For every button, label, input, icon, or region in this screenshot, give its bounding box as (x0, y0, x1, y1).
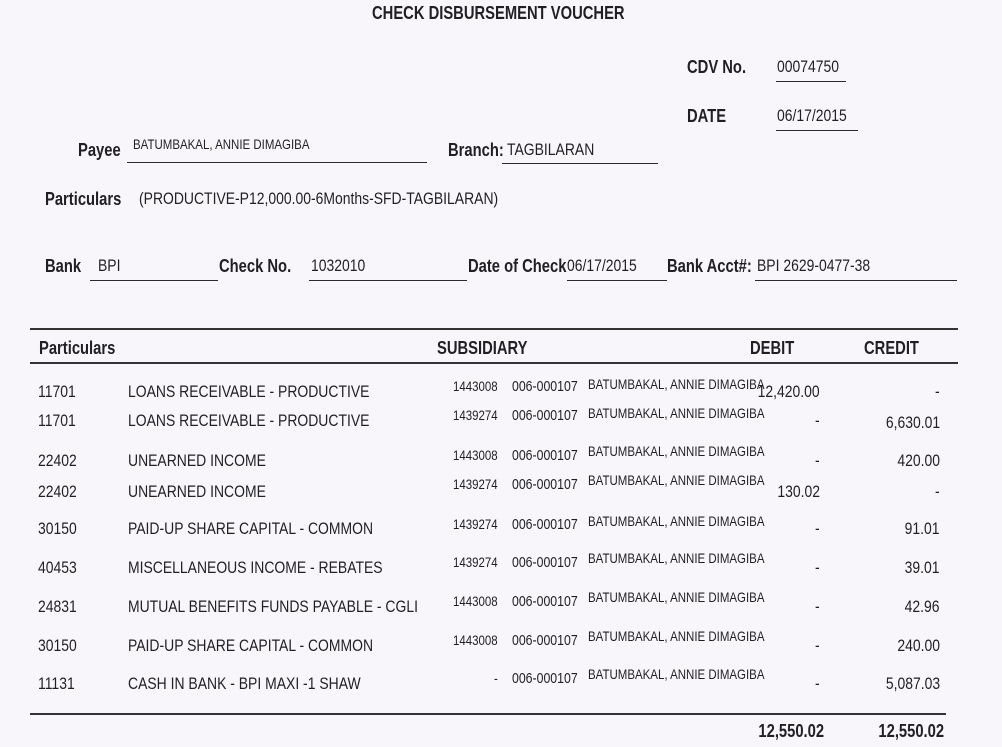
row-credit: 91.01 (905, 519, 940, 538)
row-subsidiary-name: BATUMBAKAL, ANNIE DIMAGIBA (588, 376, 765, 392)
check-no-label: Check No. (219, 256, 292, 276)
row-subsidiary-id: 1439274 (453, 516, 498, 532)
table-row (0, 666, 1002, 700)
table-row (0, 513, 1002, 545)
date-of-check-value: 06/17/2015 (567, 256, 637, 275)
date-label: DATE (687, 106, 727, 126)
row-account-code: 11131 (38, 674, 75, 693)
row-credit: - (935, 482, 940, 501)
check-no-underline (309, 280, 467, 281)
table-top-rule (30, 328, 958, 330)
row-account-title: LOANS RECEIVABLE - PRODUCTIVE (128, 411, 370, 430)
row-subsidiary-name: BATUMBAKAL, ANNIE DIMAGIBA (588, 589, 765, 605)
row-subsidiary-name: BATUMBAKAL, ANNIE DIMAGIBA (588, 666, 765, 682)
table-row (0, 376, 1002, 408)
row-subsidiary-name: BATUMBAKAL, ANNIE DIMAGIBA (588, 513, 765, 529)
row-debit: 12,420.00 (757, 382, 820, 401)
row-credit: 39.01 (905, 558, 940, 577)
row-subsidiary-code: 006-000107 (512, 407, 578, 424)
row-account-title: UNEARNED INCOME (128, 482, 266, 501)
row-account-title: UNEARNED INCOME (128, 451, 266, 470)
table-row (0, 589, 1002, 623)
row-subsidiary-name: BATUMBAKAL, ANNIE DIMAGIBA (588, 628, 765, 644)
table-row (0, 550, 1002, 584)
row-subsidiary-id: - (494, 670, 498, 686)
row-subsidiary-code: 006-000107 (512, 516, 578, 533)
row-debit: 130.02 (777, 482, 820, 501)
cdv-label: CDV No. (687, 57, 747, 77)
row-subsidiary-id: 1443008 (453, 593, 498, 609)
row-account-code: 24831 (38, 597, 77, 616)
date-of-check-underline (567, 280, 667, 281)
row-account-code: 11701 (38, 382, 76, 401)
branch-value: TAGBILARAN (507, 140, 595, 159)
row-debit: - (815, 411, 820, 430)
row-account-title: MISCELLANEOUS INCOME - REBATES (128, 558, 383, 577)
bank-acct-label: Bank Acct#: (667, 256, 752, 276)
bank-acct-value: BPI 2629-0477-38 (757, 256, 871, 275)
header-credit: CREDIT (864, 338, 919, 358)
cdv-number: 00074750 (777, 57, 840, 76)
row-account-code: 40453 (38, 558, 77, 577)
row-account-code: 30150 (38, 636, 77, 655)
bank-underline (90, 280, 218, 281)
row-account-title: PAID-UP SHARE CAPITAL - COMMON (128, 636, 374, 655)
branch-underline (502, 163, 658, 164)
row-subsidiary-code: 006-000107 (512, 378, 578, 395)
row-subsidiary-id: 1439274 (453, 476, 498, 492)
branch-label: Branch: (448, 140, 504, 160)
row-account-title: CASH IN BANK - BPI MAXI -1 SHAW (128, 674, 361, 693)
row-subsidiary-id: 1443008 (453, 378, 498, 394)
check-no-value: 1032010 (311, 256, 366, 275)
payee-underline (127, 162, 427, 163)
particulars-value: (PRODUCTIVE-P12,000.00-6Months-SFD-TAGBILARAN) (139, 189, 499, 208)
date-value: 06/17/2015 (777, 106, 847, 125)
row-account-title: LOANS RECEIVABLE - PRODUCTIVE (128, 382, 370, 401)
row-credit: 240.00 (897, 636, 940, 655)
date-underline (776, 130, 858, 131)
row-account-code: 22402 (38, 482, 77, 501)
row-subsidiary-code: 006-000107 (512, 593, 578, 610)
row-subsidiary-code: 006-000107 (512, 670, 578, 687)
row-credit: 6,630.01 (885, 413, 940, 432)
row-account-code: 22402 (38, 451, 77, 470)
row-account-code: 30150 (38, 519, 77, 538)
row-subsidiary-id: 1439274 (453, 554, 498, 570)
row-subsidiary-name: BATUMBAKAL, ANNIE DIMAGIBA (588, 405, 765, 421)
cdv-underline (776, 81, 846, 82)
table-row (0, 405, 1002, 437)
row-subsidiary-name: BATUMBAKAL, ANNIE DIMAGIBA (588, 443, 765, 459)
bank-value: BPI (98, 256, 121, 275)
row-subsidiary-id: 1439274 (453, 407, 498, 423)
row-subsidiary-name: BATUMBAKAL, ANNIE DIMAGIBA (588, 472, 765, 488)
table-row (0, 443, 1002, 477)
payee-label: Payee (78, 140, 121, 160)
row-subsidiary-name: BATUMBAKAL, ANNIE DIMAGIBA (588, 550, 765, 566)
row-subsidiary-code: 006-000107 (512, 447, 578, 464)
bank-acct-underline (755, 280, 957, 281)
total-debit: 12,550.02 (758, 721, 824, 741)
row-subsidiary-code: 006-000107 (512, 476, 578, 493)
row-subsidiary-code: 006-000107 (512, 632, 578, 649)
row-subsidiary-id: 1443008 (453, 632, 498, 648)
table-row (0, 628, 1002, 662)
header-subsidiary: SUBSIDIARY (437, 338, 528, 358)
row-debit: - (815, 558, 820, 577)
row-credit: - (935, 382, 940, 401)
row-credit: 420.00 (897, 451, 940, 470)
row-debit: - (815, 451, 820, 470)
row-account-title: MUTUAL BENEFITS FUNDS PAYABLE - CGLI (128, 597, 418, 616)
row-credit: 5,087.03 (885, 674, 940, 693)
table-row (0, 472, 1002, 508)
header-particulars: Particulars (39, 338, 116, 358)
row-credit: 42.96 (905, 597, 940, 616)
row-debit: - (815, 519, 820, 538)
row-debit: - (815, 636, 820, 655)
row-debit: - (815, 674, 820, 693)
row-debit: - (815, 597, 820, 616)
row-account-title: PAID-UP SHARE CAPITAL - COMMON (128, 519, 374, 538)
row-subsidiary-id: 1443008 (453, 447, 498, 463)
payee-value: BATUMBAKAL, ANNIE DIMAGIBA (133, 136, 310, 152)
table-bottom-rule (30, 713, 946, 715)
row-subsidiary-code: 006-000107 (512, 554, 578, 571)
header-debit: DEBIT (750, 338, 795, 358)
table-header-rule (30, 362, 958, 364)
particulars-label: Particulars (45, 189, 122, 209)
bank-label: Bank (45, 256, 82, 276)
voucher-title: CHECK DISBURSEMENT VOUCHER (372, 3, 625, 23)
row-account-code: 11701 (38, 411, 76, 430)
date-of-check-label: Date of Check (468, 256, 567, 276)
total-credit: 12,550.02 (878, 721, 944, 741)
